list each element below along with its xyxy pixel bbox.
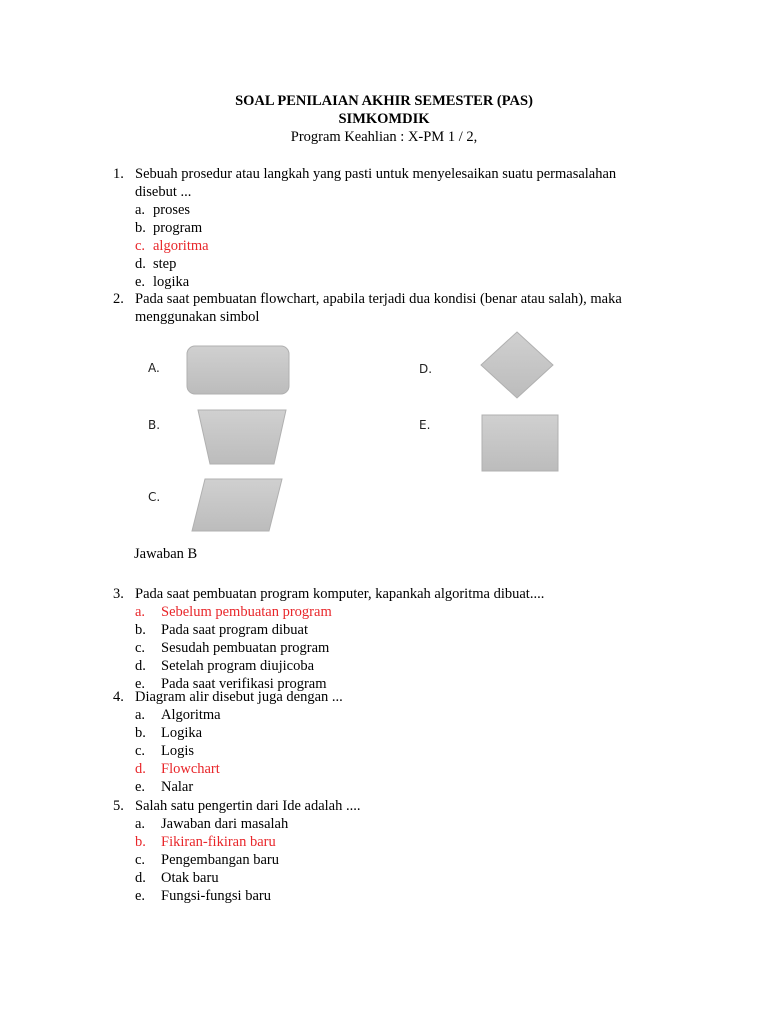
option-c — [135, 742, 221, 760]
option-e — [135, 778, 221, 796]
option-c — [135, 639, 332, 657]
parallelogram-shape — [191, 478, 283, 532]
option-letter: a. — [135, 202, 146, 218]
option-d-correct — [135, 760, 221, 778]
option-letter: e. — [135, 888, 146, 904]
option-letter: e. — [135, 779, 146, 795]
option-text: Pada saat verifikasi program — [161, 676, 327, 692]
program-info: Program Keahlian : X-PM 1 / 2, — [290, 129, 478, 145]
shape-label-c: C. — [148, 490, 161, 504]
option-d — [135, 255, 209, 273]
option-letter: e. — [135, 274, 146, 290]
option-text: Algoritma — [161, 707, 221, 723]
question-number: 3. — [113, 586, 124, 602]
option-text: Pengembangan baru — [161, 852, 279, 868]
option-letter: b. — [135, 725, 146, 741]
option-text: Pada saat program dibuat — [161, 622, 308, 638]
shape-label-d: D. — [419, 362, 433, 376]
stem-line: Pada saat pembuatan flowchart, apabila terjadi dua kondisi (benar atau salah), maka — [135, 291, 622, 307]
rectangle-shape — [481, 414, 559, 472]
option-text: algoritma — [153, 238, 209, 254]
rounded-rectangle-shape — [186, 345, 290, 395]
options-list — [135, 603, 332, 693]
stem-line: Salah satu pengertin dari Ide adalah .... — [135, 798, 361, 814]
options-list — [135, 201, 209, 291]
question-number: 5. — [113, 798, 124, 814]
question-number: 4. — [113, 689, 124, 705]
option-text: Sesudah pembuatan program — [161, 640, 330, 656]
option-text: Fikiran-fikiran baru — [161, 834, 276, 850]
option-a-correct — [135, 603, 332, 621]
option-letter: c. — [135, 743, 146, 759]
option-letter: d. — [135, 870, 146, 886]
option-text: proses — [153, 202, 191, 218]
option-letter: b. — [135, 834, 146, 850]
option-b-correct — [135, 833, 288, 851]
option-e — [135, 887, 288, 905]
option-letter: a. — [135, 816, 146, 832]
options-list — [135, 706, 221, 796]
option-text: Nalar — [161, 779, 194, 795]
option-text: Otak baru — [161, 870, 219, 886]
shape-label-a: A. — [148, 361, 160, 375]
shape-label-e: E. — [419, 418, 431, 432]
option-text: logika — [153, 274, 190, 290]
option-d — [135, 657, 332, 675]
document-header — [0, 92, 768, 146]
question-stem — [135, 165, 665, 201]
option-text: program — [153, 220, 203, 236]
option-letter: c. — [135, 238, 146, 254]
trapezoid-shape — [197, 409, 287, 465]
option-text: Logis — [161, 743, 195, 759]
stem-line: disebut ... — [135, 184, 192, 200]
option-a — [135, 201, 209, 219]
question-stem — [135, 797, 665, 815]
option-letter: b. — [135, 220, 146, 236]
answer-note: Jawaban B — [134, 546, 198, 562]
stem-line: Pada saat pembuatan program komputer, kapankah algoritma dibuat.... — [135, 586, 545, 602]
option-text: Logika — [161, 725, 203, 741]
option-c-correct — [135, 237, 209, 255]
stem-line: Sebuah prosedur atau langkah yang pasti untuk menyelesaikan suatu permasalahan — [135, 166, 617, 182]
option-letter: a. — [135, 707, 146, 723]
option-letter: b. — [135, 622, 146, 638]
option-b — [135, 724, 221, 742]
option-c — [135, 851, 288, 869]
option-a — [135, 815, 288, 833]
option-text: Jawaban dari masalah — [161, 816, 289, 832]
option-letter: d. — [135, 658, 146, 674]
option-letter: e. — [135, 676, 146, 692]
option-d — [135, 869, 288, 887]
question-number: 1. — [113, 166, 124, 182]
exam-title: SOAL PENILAIAN AKHIR SEMESTER (PAS) — [235, 93, 533, 109]
stem-line: menggunakan simbol — [135, 309, 260, 325]
option-text: Flowchart — [161, 761, 220, 777]
stem-line: Diagram alir disebut juga dengan ... — [135, 689, 343, 705]
option-letter: d. — [135, 256, 146, 272]
option-text: Setelah program diujicoba — [161, 658, 315, 674]
option-a — [135, 706, 221, 724]
option-e — [135, 273, 209, 291]
option-b — [135, 621, 332, 639]
option-text: step — [153, 256, 177, 272]
question-stem — [135, 688, 665, 706]
shape-label-b: B. — [148, 418, 161, 432]
options-list — [135, 815, 288, 905]
option-letter: a. — [135, 604, 146, 620]
diamond-shape — [480, 331, 554, 399]
option-b — [135, 219, 209, 237]
option-letter: c. — [135, 640, 146, 656]
option-text: Sebelum pembuatan program — [161, 604, 332, 620]
subject-title: SIMKOMDIK — [338, 111, 430, 127]
option-text: Fungsi-fungsi baru — [161, 888, 271, 904]
option-letter: d. — [135, 761, 146, 777]
question-stem — [135, 585, 665, 603]
question-number: 2. — [113, 291, 124, 307]
option-letter: c. — [135, 852, 146, 868]
question-stem — [135, 290, 665, 326]
